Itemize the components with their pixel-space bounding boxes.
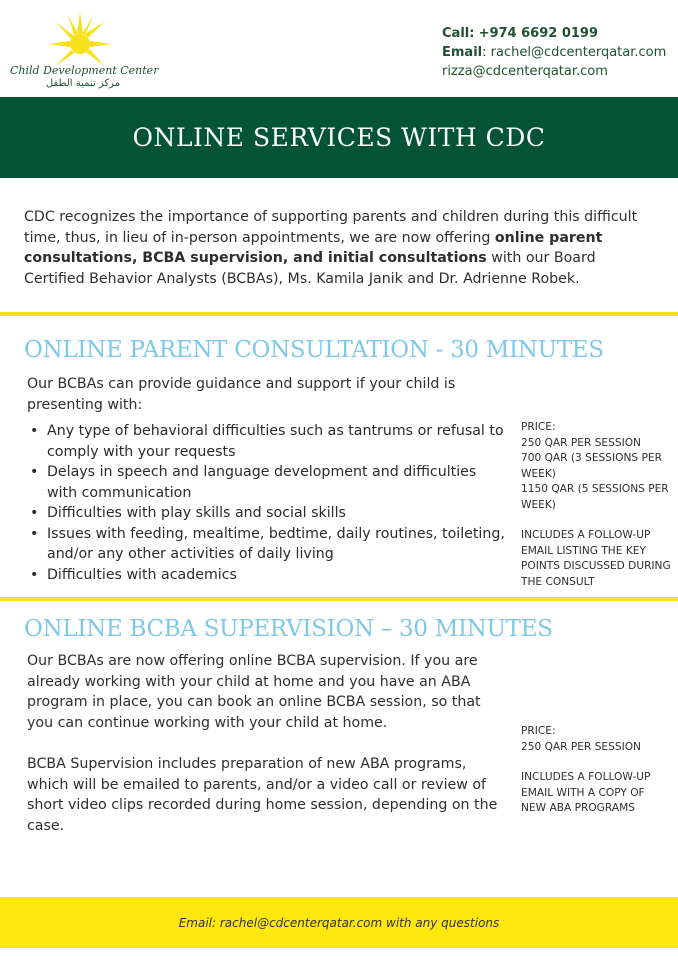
- price-label: PRICE:: [521, 725, 556, 737]
- price-line: 1150 QAR (5 SESSIONS PER WEEK): [521, 483, 669, 511]
- contact-block: [442, 24, 666, 81]
- sun-icon: [8, 10, 158, 68]
- list-item: [27, 462, 507, 503]
- email-link-secondary[interactable]: rizza@cdcenterqatar.com: [442, 64, 608, 79]
- list-item: [27, 421, 507, 462]
- email-label: Email: [442, 45, 483, 60]
- section1-price-box: [521, 420, 671, 590]
- price-note: INCLUDES A FOLLOW-UP EMAIL WITH A COPY OF NEW ABA PROGRAMS: [521, 771, 651, 814]
- logo-name-en: Child Development Center: [10, 64, 159, 77]
- bullet-icon: •: [30, 464, 39, 480]
- list-item-text: Difficulties with academics: [47, 566, 237, 583]
- price-line: 700 QAR (3 SESSIONS PER WEEK): [521, 452, 662, 480]
- section1-bullet-list: [27, 421, 507, 585]
- section2-paragraph-1: Our BCBAs are now offering online BCBA supervision. If you are already working with your child at home and you have an ABA program in place, you can book an online BCBA session, so that you can continue working with your child at home.: [27, 653, 481, 731]
- title-banner: [0, 97, 678, 178]
- list-item: [27, 524, 507, 565]
- list-item-text: Difficulties with play skills and social skills: [47, 505, 346, 521]
- intro-text-1: CDC recognizes the importance of supporting parents and children during this difficult time, thus, in lieu of in-person appointments, we are now offering: [24, 209, 638, 246]
- price-line: 250 QAR PER SESSION: [521, 436, 641, 449]
- section-title-parent-consultation: ONLINE PARENT CONSULTATION - 30 MINUTES: [24, 337, 604, 363]
- list-item-text: Any type of behavioral difficulties such as tantrums or refusal to comply with your requests: [47, 423, 504, 460]
- email-link-primary[interactable]: : rachel@cdcenterqatar.com: [482, 45, 667, 60]
- section-title-bcba-supervision: ONLINE BCBA SUPERVISION – 30 MINUTES: [24, 616, 553, 642]
- divider-2: [0, 597, 678, 601]
- price-note: INCLUDES A FOLLOW-UP EMAIL LISTING THE KEY POINTS DISCUSSED DURING THE CONSULT: [521, 529, 671, 588]
- divider-1: [0, 312, 678, 316]
- list-item-text: Issues with feeding, mealtime, bedtime, daily routines, toileting, and/or any other activities of daily living: [47, 525, 505, 562]
- bullet-icon: •: [30, 505, 39, 521]
- contact-phone-row: [442, 24, 666, 43]
- bullet-icon: •: [30, 566, 39, 583]
- section2-price-box: [521, 724, 671, 817]
- logo-name-ar: مركز تنمية الطفل: [45, 78, 121, 89]
- footer-bar: [0, 897, 678, 948]
- list-item: [27, 565, 507, 586]
- bullet-icon: •: [30, 423, 39, 439]
- call-label: Call:: [442, 26, 475, 41]
- intro-text-2: with our Board Certified Behavior Analysts (BCBAs), Ms. Kamila Janik and Dr. Adrienne Robek.: [24, 250, 596, 287]
- price-label: PRICE:: [521, 421, 556, 433]
- list-item-text: Delays in speech and language development and difficulties with communication: [47, 464, 477, 501]
- intro-text-bold: online parent consultations, BCBA supervision, and initial consultations: [24, 229, 603, 266]
- section2-paragraph-2: BCBA Supervision includes preparation of new ABA programs, which will be emailed to parents, and/or a video call or review of short video clips recorded during home session, depending on the case.: [27, 756, 498, 834]
- logo: [8, 10, 158, 90]
- intro-paragraph: [24, 207, 659, 289]
- footer-email-text[interactable]: Email: rachel@cdcenterqatar.com with any questions: [178, 915, 500, 930]
- page-title: ONLINE SERVICES WITH CDC: [132, 123, 546, 152]
- phone-number[interactable]: +974 6692 0199: [478, 26, 599, 41]
- bullet-icon: •: [30, 525, 39, 542]
- contact-email-row: [442, 43, 666, 62]
- list-item: [27, 503, 507, 524]
- price-line: 250 QAR PER SESSION: [521, 740, 641, 753]
- section1-lead: Our BCBAs can provide guidance and support if your child is presenting with:: [27, 376, 456, 413]
